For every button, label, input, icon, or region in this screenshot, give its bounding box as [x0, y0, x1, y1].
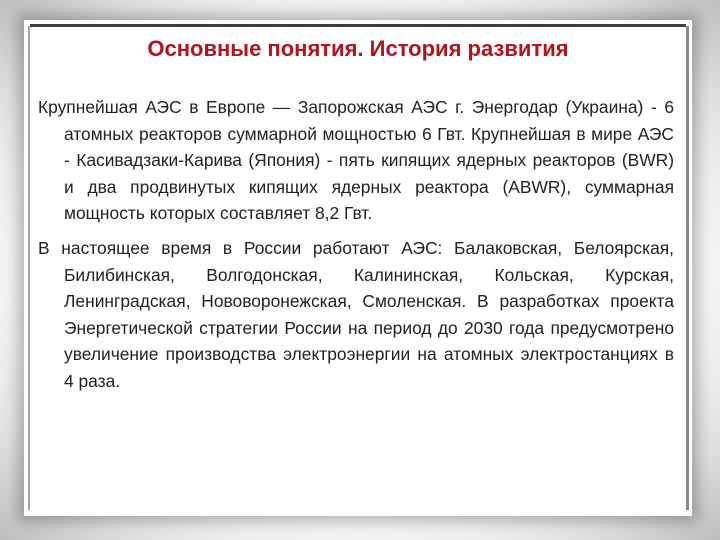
slide-right-edge	[686, 26, 689, 510]
slide-body	[38, 94, 674, 395]
paragraph-russia-npp: В настоящее время в России работают АЭС: Балаковская, Белоярская, Билибинская, Волгодонская, Калининская, Кольская, Курская, Ленинградская, Нововоронежская, Смоленская. В разработках проекта Энергетической стратегии России на период до 2030 года предусмотрено увеличение производства электроэнергии на атомных электростанциях в 4 раза.	[38, 237, 674, 391]
paragraph-largest-npp: Крупнейшая АЭС в Европе — Запорожская АЭС г. Энергодар (Украина) - 6 атомных реакторов суммарной мощностью 6 Гвт. Крупнейшая в мире АЭС - Касивадзаки-Карива (Япония) - пять кипящих ядерных реакторов (BWR) и два продвинутых кипящих ядерных реактора (ABWR), суммарная мощность которых составляет 8,2 Гвт.	[38, 97, 674, 224]
slide-left-edge	[28, 26, 30, 510]
slide-title: Основные понятия. История развития	[147, 36, 569, 61]
slide-top-edge	[30, 24, 686, 27]
